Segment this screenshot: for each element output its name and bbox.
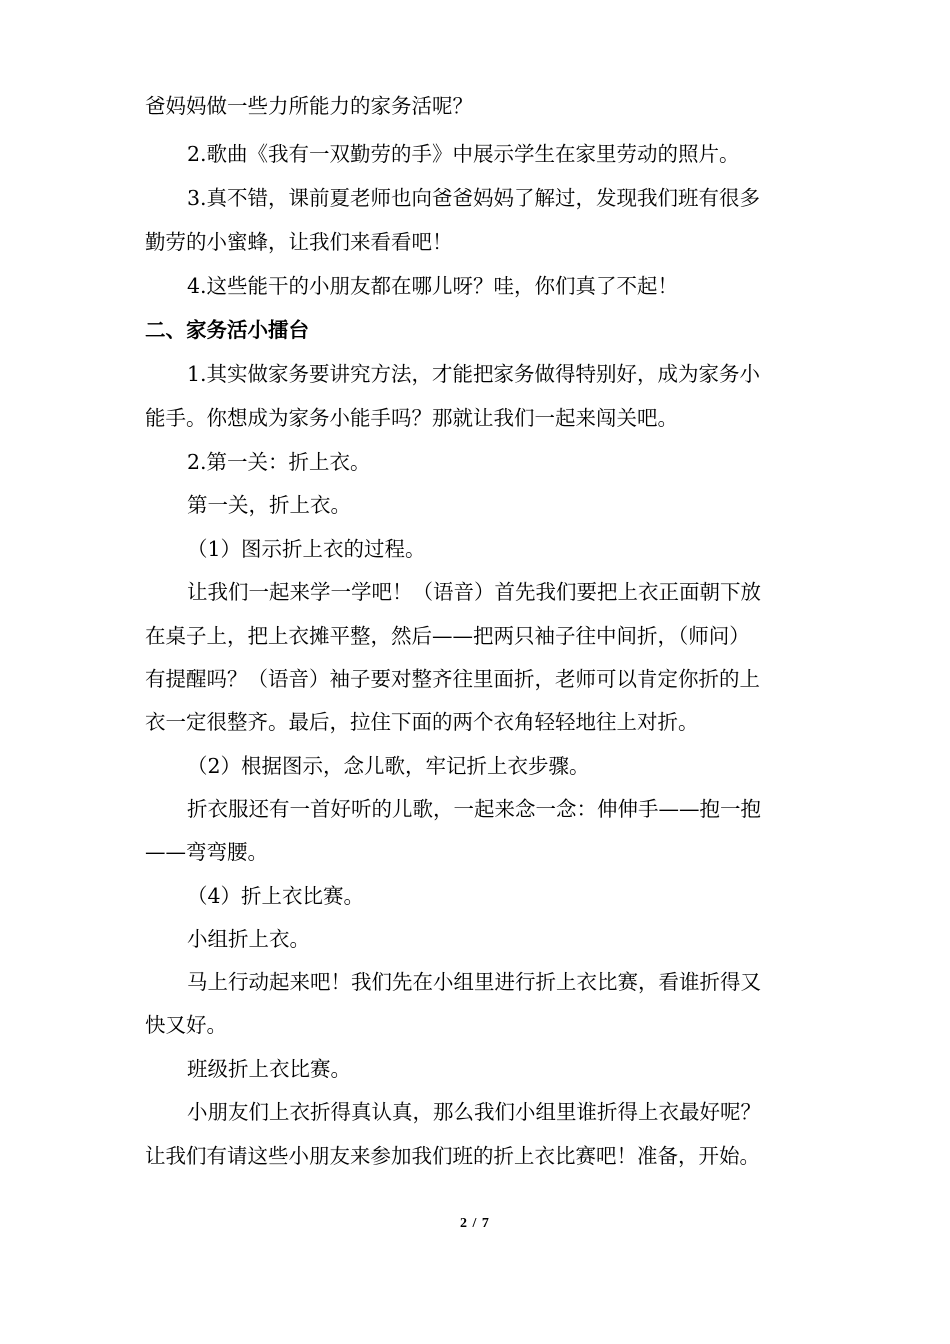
text-line: 马上行动起来吧！我们先在小组里进行折上衣比赛，看谁折得又 [187, 970, 761, 994]
section-heading: 二、家务活小擂台 [145, 318, 309, 342]
text-line: 2.歌曲《我有一双勤劳的手》中展示学生在家里劳动的照片。 [187, 142, 740, 166]
page-number: 2 / 7 [460, 1216, 490, 1231]
text-line: 班级折上衣比赛。 [187, 1057, 351, 1081]
text-line: 在桌子上，把上衣摊平整，然后——把两只袖子往中间折，（师问） [145, 624, 750, 648]
text-line: 4.这些能干的小朋友都在哪儿呀？哇，你们真了不起！ [187, 274, 679, 298]
text-line: 有提醒吗？（语音）袖子要对整齐往里面折，老师可以肯定你折的上 [145, 667, 760, 691]
text-line: （4）折上衣比赛。 [187, 884, 365, 908]
text-line: 勤劳的小蜜蜂，让我们来看看吧！ [145, 230, 453, 254]
text-line: 快又好。 [145, 1013, 227, 1037]
text-line: 爸妈妈做一些力所能力的家务活呢？ [145, 94, 473, 118]
text-line: 折衣服还有一首好听的儿歌，一起来念一念：伸伸手——抱一抱 [187, 797, 761, 821]
text-line: 能手。你想成为家务小能手吗？那就让我们一起来闯关吧。 [145, 406, 678, 430]
text-line: 让我们有请这些小朋友来参加我们班的折上衣比赛吧！准备，开始。 [145, 1144, 760, 1168]
text-line: ——弯弯腰。 [145, 840, 268, 864]
text-line: （2）根据图示，念儿歌，牢记折上衣步骤。 [187, 754, 590, 778]
text-line: 3.真不错，课前夏老师也向爸爸妈妈了解过，发现我们班有很多 [187, 186, 761, 210]
text-line: 2.第一关：折上衣。 [187, 450, 371, 474]
text-line: 第一关，折上衣。 [187, 493, 351, 517]
text-line: （1）图示折上衣的过程。 [187, 537, 426, 561]
text-line: 小朋友们上衣折得真认真，那么我们小组里谁折得上衣最好呢？ [187, 1100, 761, 1124]
text-line: 衣一定很整齐。最后，拉住下面的两个衣角轻轻地往上对折。 [145, 710, 699, 734]
text-line: 小组折上衣。 [187, 927, 310, 951]
text-line: 1.其实做家务要讲究方法，才能把家务做得特别好，成为家务小 [187, 362, 761, 386]
text-line: 让我们一起来学一学吧！（语音）首先我们要把上衣正面朝下放 [187, 580, 761, 604]
